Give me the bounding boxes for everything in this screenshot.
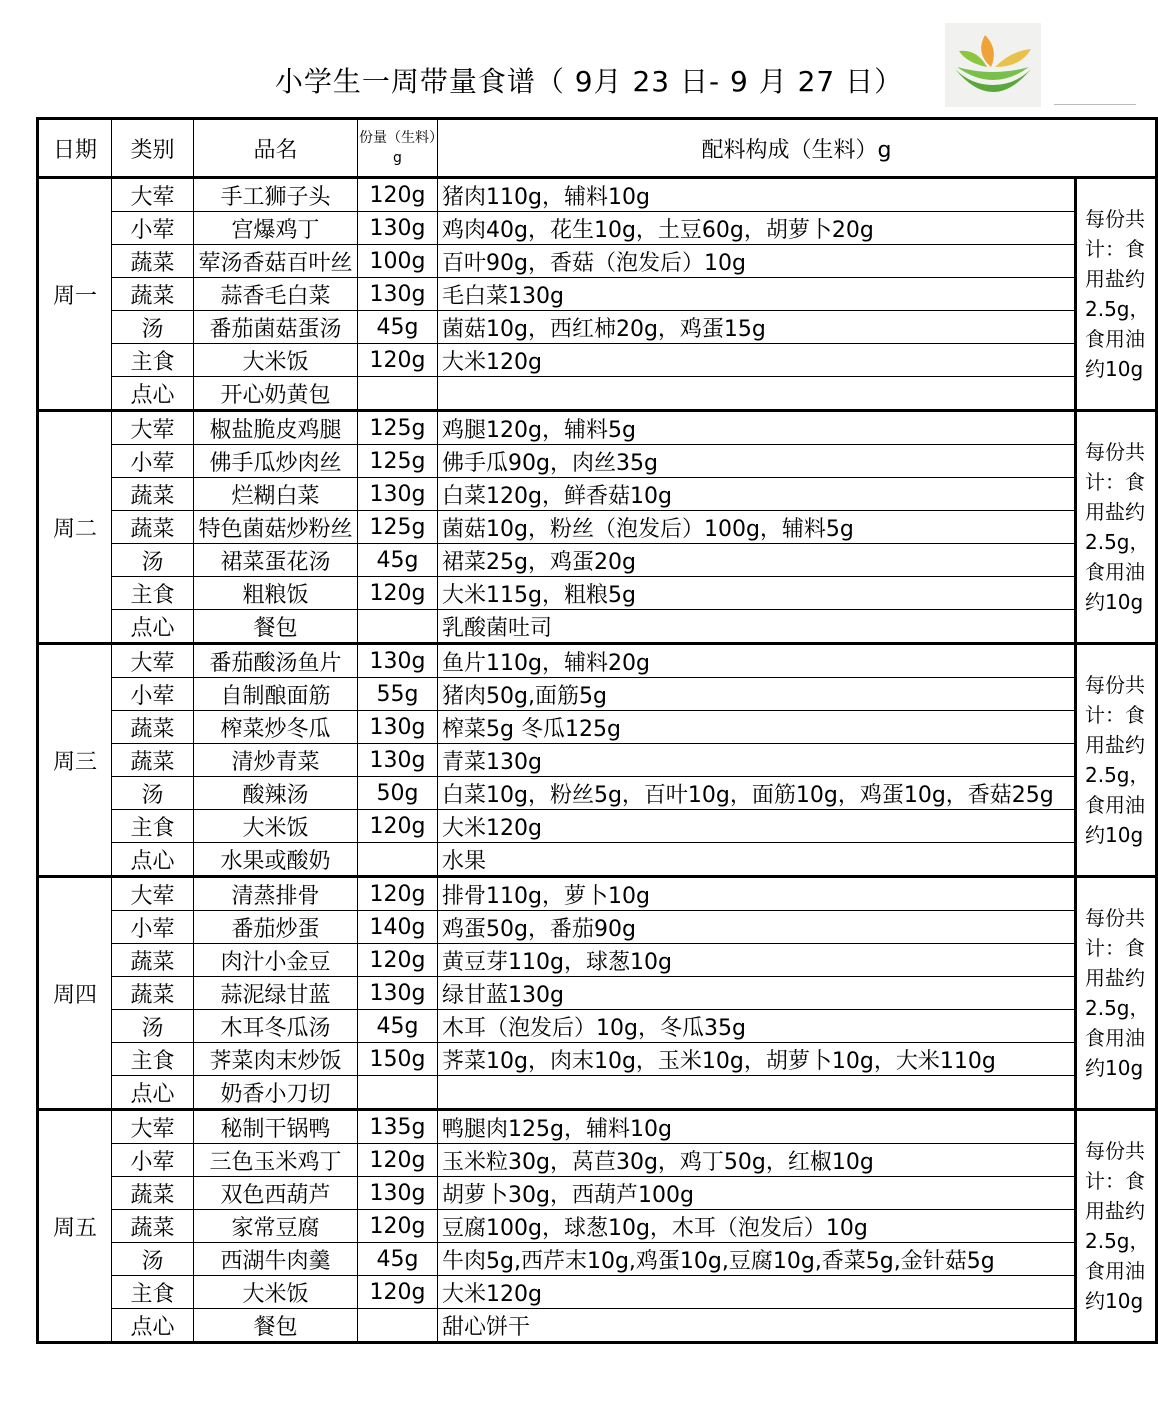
ingredients-cell: 豆腐100g，球葱10g，木耳（泡发后）10g [438,1210,1076,1243]
dish-cell: 肉汁小金豆 [194,944,358,977]
portion-cell: 125g [358,511,438,544]
category-cell: 点心 [112,377,194,411]
category-cell: 蔬菜 [112,1177,194,1210]
ingredients-cell: 水果 [438,843,1076,877]
dish-cell: 手工狮子头 [194,178,358,212]
category-cell: 蔬菜 [112,711,194,744]
table-row [38,711,1157,744]
portion-cell: 45g [358,1010,438,1043]
table-row [38,344,1157,377]
dish-cell: 双色西葫芦 [194,1177,358,1210]
dish-cell: 家常豆腐 [194,1210,358,1243]
portion-cell: 150g [358,1043,438,1076]
portion-cell: 130g [358,711,438,744]
portion-cell: 45g [358,1243,438,1276]
leaf-bowl-icon [945,23,1041,107]
category-cell: 汤 [112,1010,194,1043]
category-cell: 小荤 [112,911,194,944]
dish-cell: 三色玉米鸡丁 [194,1144,358,1177]
dish-cell: 椒盐脆皮鸡腿 [194,411,358,445]
portion-cell: 120g [358,178,438,212]
dish-cell: 蒜泥绿甘蓝 [194,977,358,1010]
table-row [38,1110,1157,1144]
table-row [38,511,1157,544]
category-cell: 小荤 [112,212,194,245]
page-title: 小学生一周带量食谱（ 9月 23 日- 9 月 27 日） [274,65,904,98]
ingredients-cell: 黄豆芽110g，球葱10g [438,944,1076,977]
portion-cell: 125g [358,445,438,478]
category-cell: 主食 [112,1276,194,1309]
dish-cell: 水果或酸奶 [194,843,358,877]
dish-cell: 番茄酸汤鱼片 [194,644,358,678]
category-cell: 点心 [112,1076,194,1110]
table-row [38,1010,1157,1043]
portion-cell: 120g [358,577,438,610]
ingredients-cell: 菌菇10g，粉丝（泡发后）100g，辅料5g [438,511,1076,544]
dish-cell: 自制酿面筋 [194,678,358,711]
nutrition-note: 每份共计：食用盐约2.5g，食用油约10g [1076,644,1157,877]
table-row [38,678,1157,711]
table-row [38,478,1157,511]
ingredients-cell: 大米120g [438,1276,1076,1309]
header-dish: 品名 [194,119,358,178]
category-cell: 汤 [112,311,194,344]
dish-cell: 大米饭 [194,1276,358,1309]
ingredients-cell: 胡萝卜30g，西葫芦100g [438,1177,1076,1210]
portion-cell [358,843,438,877]
portion-cell: 45g [358,544,438,577]
ingredients-cell: 甜心饼干 [438,1309,1076,1343]
ingredients-cell: 玉米粒30g，莴苣30g，鸡丁50g，红椒10g [438,1144,1076,1177]
header-portion: 份量（生料）g [358,119,438,178]
table-row [38,911,1157,944]
category-cell: 小荤 [112,678,194,711]
ingredients-cell: 菌菇10g，西红柿20g，鸡蛋15g [438,311,1076,344]
table-row [38,1210,1157,1243]
dish-cell: 清蒸排骨 [194,877,358,911]
portion-cell: 130g [358,977,438,1010]
category-cell: 蔬菜 [112,977,194,1010]
dish-cell: 特色菌菇炒粉丝 [194,511,358,544]
portion-cell: 120g [358,1276,438,1309]
ingredients-cell: 佛手瓜90g，肉丝35g [438,445,1076,478]
table-row [38,977,1157,1010]
dish-cell: 宫爆鸡丁 [194,212,358,245]
dish-cell: 大米饭 [194,810,358,843]
menu-body [38,178,1157,1343]
table-row [38,1309,1157,1343]
portion-cell: 100g [358,245,438,278]
portion-cell: 120g [358,344,438,377]
portion-cell: 135g [358,1110,438,1144]
category-cell: 主食 [112,577,194,610]
category-cell: 汤 [112,1243,194,1276]
table-row [38,944,1157,977]
portion-cell: 130g [358,478,438,511]
category-cell: 点心 [112,610,194,644]
ingredients-cell: 木耳（泡发后）10g，冬瓜35g [438,1010,1076,1043]
category-cell: 主食 [112,1043,194,1076]
portion-cell: 130g [358,212,438,245]
table-row [38,843,1157,877]
category-cell: 大荤 [112,644,194,678]
category-cell: 小荤 [112,1144,194,1177]
dish-cell: 番茄菌菇蛋汤 [194,311,358,344]
portion-cell: 130g [358,644,438,678]
day-label: 周二 [38,411,112,644]
portion-cell: 50g [358,777,438,810]
portion-cell: 125g [358,411,438,445]
day-label: 周四 [38,877,112,1110]
dish-cell: 荤汤香菇百叶丝 [194,245,358,278]
dish-cell: 佛手瓜炒肉丝 [194,445,358,478]
day-label: 周五 [38,1110,112,1343]
table-row [38,178,1157,212]
table-row [38,877,1157,911]
dish-cell: 秘制干锅鸭 [194,1110,358,1144]
portion-cell [358,377,438,411]
table-row [38,810,1157,843]
category-cell: 点心 [112,843,194,877]
portion-cell: 120g [358,877,438,911]
table-row [38,777,1157,810]
ingredients-cell: 鸡蛋50g，番茄90g [438,911,1076,944]
table-row [38,377,1157,411]
dish-cell: 酸辣汤 [194,777,358,810]
dish-cell: 餐包 [194,610,358,644]
table-row [38,245,1157,278]
ingredients-cell: 鱼片110g，辅料20g [438,644,1076,678]
portion-cell [358,1309,438,1343]
table-row [38,577,1157,610]
category-cell: 点心 [112,1309,194,1343]
nutrition-note: 每份共计：食用盐约2.5g，食用油约10g [1076,411,1157,644]
ingredients-cell: 大米120g [438,810,1076,843]
header-date: 日期 [38,119,112,178]
day-label: 周一 [38,178,112,411]
portion-cell: 130g [358,278,438,311]
ingredients-cell: 裙菜25g，鸡蛋20g [438,544,1076,577]
category-cell: 蔬菜 [112,1210,194,1243]
ingredients-cell: 毛白菜130g [438,278,1076,311]
dish-cell: 裙菜蛋花汤 [194,544,358,577]
table-row [38,644,1157,678]
table-row [38,544,1157,577]
header-rule [1054,104,1136,105]
ingredients-cell: 排骨110g，萝卜10g [438,877,1076,911]
dish-cell: 开心奶黄包 [194,377,358,411]
ingredients-cell: 榨菜5g 冬瓜125g [438,711,1076,744]
ingredients-cell: 牛肉5g,西芹末10g,鸡蛋10g,豆腐10g,香菜5g,金针菇5g [438,1243,1076,1276]
ingredients-cell: 大米120g [438,344,1076,377]
portion-cell: 130g [358,744,438,777]
portion-cell: 120g [358,810,438,843]
ingredients-cell: 百叶90g，香菇（泡发后）10g [438,245,1076,278]
category-cell: 蔬菜 [112,278,194,311]
table-row [38,212,1157,245]
table-row [38,1144,1157,1177]
table-row [38,411,1157,445]
ingredients-cell: 白菜10g，粉丝5g，百叶10g，面筋10g，鸡蛋10g，香菇25g [438,777,1076,810]
category-cell: 大荤 [112,411,194,445]
category-cell: 蔬菜 [112,944,194,977]
table-row [38,744,1157,777]
header-row [38,119,1157,178]
table-row [38,1276,1157,1309]
table-row [38,1177,1157,1210]
dish-cell: 榨菜炒冬瓜 [194,711,358,744]
logo [945,23,1041,107]
ingredients-cell [438,1076,1076,1110]
dish-cell: 奶香小刀切 [194,1076,358,1110]
ingredients-cell: 乳酸菌吐司 [438,610,1076,644]
portion-cell [358,1076,438,1110]
table-row [38,278,1157,311]
category-cell: 汤 [112,544,194,577]
ingredients-cell: 荠菜10g，肉末10g，玉米10g，胡萝卜10g，大米110g [438,1043,1076,1076]
dish-cell: 荠菜肉末炒饭 [194,1043,358,1076]
ingredients-cell: 青菜130g [438,744,1076,777]
ingredients-cell: 白菜120g，鲜香菇10g [438,478,1076,511]
category-cell: 主食 [112,344,194,377]
ingredients-cell: 鸡腿120g，辅料5g [438,411,1076,445]
dish-cell: 木耳冬瓜汤 [194,1010,358,1043]
dish-cell: 餐包 [194,1309,358,1343]
category-cell: 汤 [112,777,194,810]
dish-cell: 粗粮饭 [194,577,358,610]
category-cell: 大荤 [112,178,194,212]
portion-cell: 140g [358,911,438,944]
day-label: 周三 [38,644,112,877]
ingredients-cell: 鸡肉40g，花生10g，土豆60g，胡萝卜20g [438,212,1076,245]
category-cell: 蔬菜 [112,245,194,278]
portion-cell [358,610,438,644]
category-cell: 小荤 [112,445,194,478]
portion-cell: 120g [358,1144,438,1177]
ingredients-cell: 猪肉110g，辅料10g [438,178,1076,212]
ingredients-cell: 绿甘蓝130g [438,977,1076,1010]
table-row [38,1243,1157,1276]
header-ingredients: 配料构成（生料）g [438,119,1157,178]
ingredients-cell: 大米115g，粗粮5g [438,577,1076,610]
portion-cell: 55g [358,678,438,711]
nutrition-note: 每份共计：食用盐约2.5g，食用油约10g [1076,877,1157,1110]
ingredients-cell: 猪肉50g,面筋5g [438,678,1076,711]
dish-cell: 清炒青菜 [194,744,358,777]
table-row [38,610,1157,644]
category-cell: 主食 [112,810,194,843]
category-cell: 蔬菜 [112,744,194,777]
table-row [38,445,1157,478]
dish-cell: 番茄炒蛋 [194,911,358,944]
table-row [38,1043,1157,1076]
menu-table [36,117,1158,1344]
dish-cell: 蒜香毛白菜 [194,278,358,311]
nutrition-note: 每份共计：食用盐约2.5g，食用油约10g [1076,178,1157,411]
portion-cell: 120g [358,1210,438,1243]
table-row [38,311,1157,344]
table-row [38,1076,1157,1110]
category-cell: 大荤 [112,877,194,911]
portion-cell: 130g [358,1177,438,1210]
portion-cell: 45g [358,311,438,344]
header-category: 类别 [112,119,194,178]
ingredients-cell [438,377,1076,411]
category-cell: 大荤 [112,1110,194,1144]
dish-cell: 大米饭 [194,344,358,377]
dish-cell: 西湖牛肉羹 [194,1243,358,1276]
nutrition-note: 每份共计：食用盐约2.5g，食用油约10g [1076,1110,1157,1343]
ingredients-cell: 鸭腿肉125g，辅料10g [438,1110,1076,1144]
category-cell: 蔬菜 [112,511,194,544]
portion-cell: 120g [358,944,438,977]
category-cell: 蔬菜 [112,478,194,511]
dish-cell: 烂糊白菜 [194,478,358,511]
